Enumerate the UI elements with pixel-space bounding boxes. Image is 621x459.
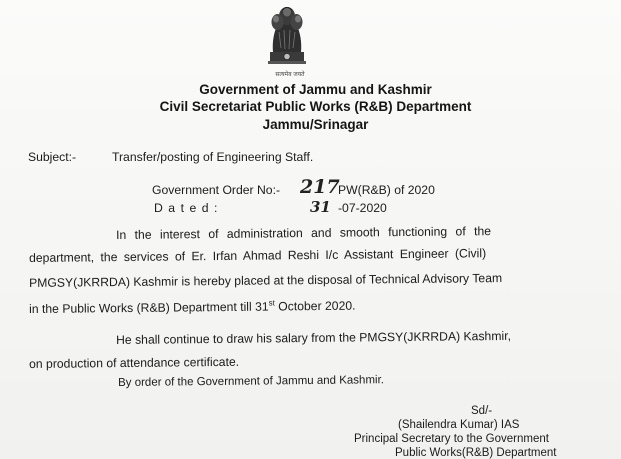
signatory-designation: Principal Secretary to the Government [354, 433, 549, 445]
signatory-department: Public Works(R&B) Department [395, 447, 557, 459]
subject-label: Subject:- [28, 150, 77, 164]
body-paragraph-3: By order of the Government of Jammu and Kashmir. [118, 374, 385, 389]
body-paragraph-1-line-3: PMGSY(JKRRDA) Kashmir is hereby placed at the disposal of Technical Advisory Team [29, 271, 503, 290]
ordinal-suffix: st [268, 298, 275, 308]
body-paragraph-1-line-4 [29, 298, 356, 316]
dated-day-handwritten: 31 [310, 198, 331, 216]
signature-sd: Sd/- [471, 405, 493, 417]
line-4-text-a: in the Public Works (R&B) Department till 31 [29, 299, 269, 317]
header-government: Government of Jammu and Kashmir [199, 82, 432, 97]
body-paragraph-1-line-1: In the interest of administration and smooth functioning of the [116, 224, 492, 242]
body-paragraph-1-line-2: department, the services of Er. Irfan Ahmad Reshi I/c Assistant Engineer (Civil) [29, 246, 487, 265]
order-number-label: Government Order No:- [152, 183, 281, 197]
line-4-text-b: October 2020. [274, 298, 356, 314]
subject-text: Transfer/posting of Engineering Staff. [112, 150, 314, 164]
dated-label: Dated: [154, 201, 223, 215]
emblem-motto: सत्यमेव जयते [275, 72, 305, 78]
body-paragraph-2-line-1: He shall continue to draw his salary from the PMGSY(JKRRDA) Kashmir, [116, 328, 511, 347]
order-number-suffix: PW(R&B) of 2020 [338, 183, 435, 197]
dated-month-year: -07-2020 [338, 201, 387, 215]
order-number-handwritten: 217 [300, 176, 340, 198]
ashoka-emblem-icon [262, 2, 312, 74]
signatory-name: (Shailendra Kumar) IAS [398, 419, 520, 431]
header-location: Jammu/Srinagar [262, 117, 369, 132]
header-department: Civil Secretariat Public Works (R&B) Department [159, 99, 472, 114]
body-paragraph-2-line-2: on production of attendance certificate. [29, 354, 240, 371]
